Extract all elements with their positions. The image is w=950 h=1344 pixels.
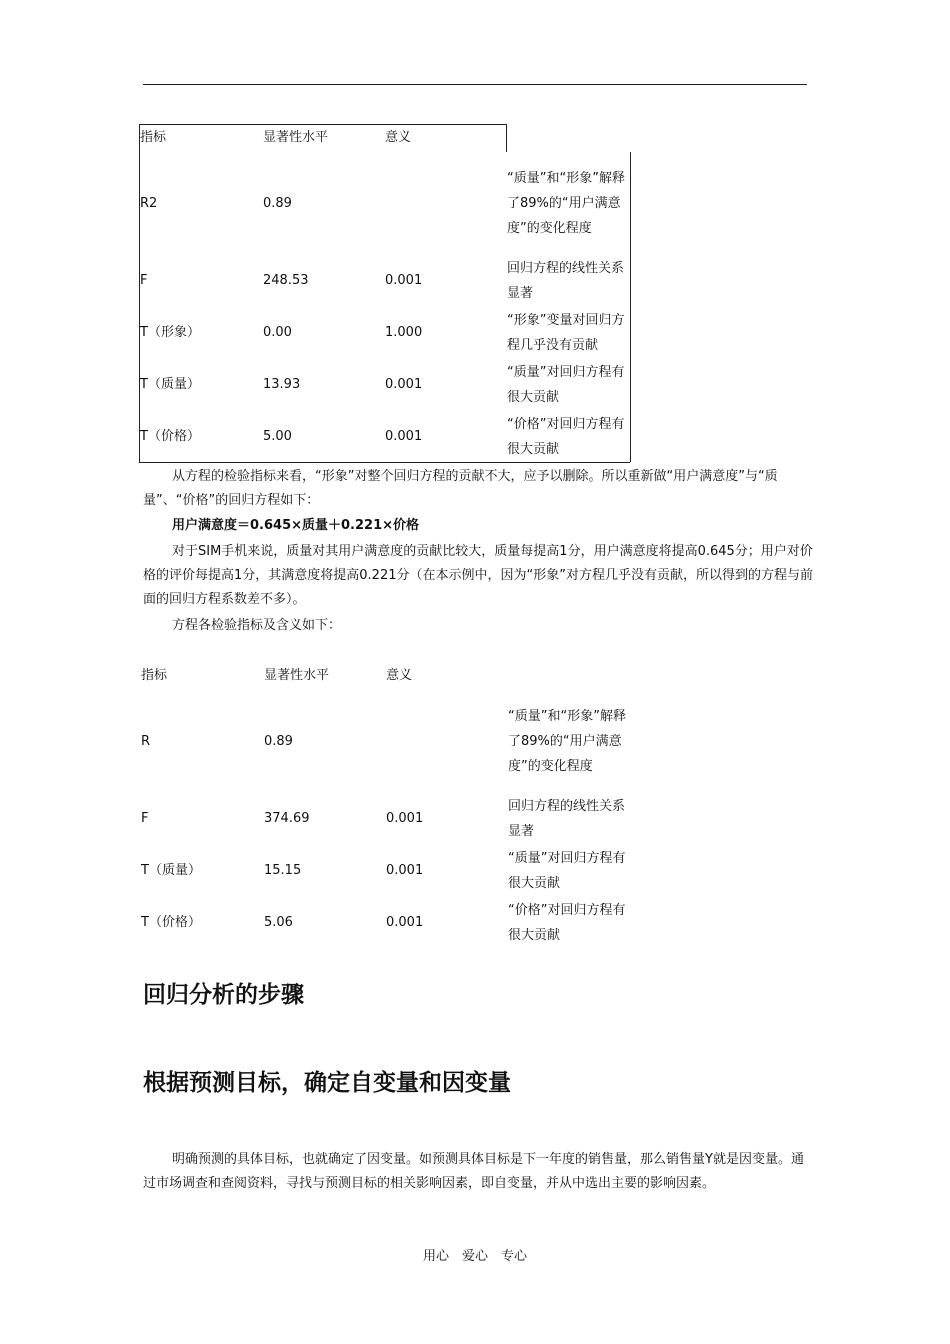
paragraph-define-variables: 明确预测的具体目标，也就确定了因变量。如预测具体目标是下一年度的销售量，那么销售量Y就是因变量。通过市场调查和查阅资料，寻找与预测目标的相关影响因素，即自变量，并从中选出主要的影响因素。 [143,1152,804,1191]
cell-significance: 0.001 [386,915,424,930]
cell-value: 0.00 [263,325,292,340]
cell-meaning: “质量”和“形象”解释了89%的“用户满意度”的变化程度 [507,171,625,236]
cell-value: 0.89 [264,733,293,749]
table-row [141,897,630,949]
section-heading-variables: 根据预测目标，确定自变量和因变量 [143,1070,511,1096]
cell-significance: 0.001 [385,377,423,392]
table1-border-right-body [630,152,631,462]
table-row [140,307,629,359]
cell-meaning: “质量”和“形象”解释了89%的“用户满意度”的变化程度 [508,709,626,774]
table-row [141,690,630,793]
table-row [140,152,629,255]
cell-indicator: T（价格） [141,915,201,930]
table-row [141,793,630,845]
regression-table-2 [141,662,630,949]
header-meaning: 意义 [385,130,412,145]
cell-meaning: 回归方程的线性关系显著 [507,261,625,301]
regression-table-1 [140,124,629,463]
cell-indicator: T（质量） [141,863,201,878]
cell-value: 5.06 [264,915,293,930]
cell-value: 374.69 [264,811,310,826]
cell-value: 0.89 [263,195,292,211]
page-footer: 用心 爱心 专心 [422,1249,527,1264]
cell-indicator: T（形象） [140,325,200,340]
cell-value: 248.53 [263,273,309,288]
cell-meaning: “形象”变量对回归方程几乎没有贡献 [507,313,625,353]
cell-indicator: F [140,273,148,288]
cell-value: 13.93 [263,377,301,392]
cell-indicator: T（价格） [140,429,200,444]
header-meaning: 意义 [386,668,413,683]
header-indicator: 指标 [141,668,168,683]
paragraph-remove-image: 从方程的检验指标来看，“形象”对整个回归方程的贡献不大，应予以删除。所以重新做“用户满意度”与“质量”、“价格”的回归方程如下： [143,469,778,508]
cell-indicator: R2 [140,195,158,211]
cell-meaning: “价格”对回归方程有很大贡献 [507,417,625,457]
cell-indicator: R [141,733,151,749]
header-indicator: 指标 [140,130,167,145]
cell-significance [386,690,508,793]
section-heading-steps: 回归分析的步骤 [143,982,304,1008]
table-row [141,845,630,897]
cell-significance: 0.001 [385,273,423,288]
table-row [140,255,629,307]
header-value: 显著性水平 [264,668,330,683]
cell-value: 5.00 [263,429,292,444]
paragraph-table-intro: 方程各检验指标及含义如下： [172,618,342,633]
header-rule [143,84,807,85]
cell-significance: 0.001 [385,429,423,444]
cell-meaning: “价格”对回归方程有很大贡献 [508,903,626,943]
table-row [140,411,629,463]
cell-significance: 0.001 [386,863,424,878]
cell-indicator: F [141,811,149,826]
regression-equation: 用户满意度＝0.645×质量＋0.221×价格 [172,518,420,533]
header-value: 显著性水平 [263,130,329,145]
cell-significance: 1.000 [385,325,423,340]
cell-meaning: “质量”对回归方程有很大贡献 [507,365,625,405]
table-header-row [141,662,630,690]
cell-meaning: 回归方程的线性关系显著 [508,799,626,839]
paragraph-interpretation: 对于SIM手机来说，质量对其用户满意度的贡献比较大，质量每提高1分，用户满意度将提高0.645分；用户对价格的评价每提高1分，其满意度将提高0.221分（在本示例中，因为“形象”对方程几乎没有贡献，所以得到的方程与前面的回归方程系数差不多）。 [143,544,813,607]
table-row [140,359,629,411]
table-header-row [140,124,629,152]
cell-meaning: “质量”对回归方程有很大贡献 [508,851,626,891]
cell-significance [385,152,507,255]
cell-indicator: T（质量） [140,377,200,392]
cell-significance: 0.001 [386,811,424,826]
cell-value: 15.15 [264,863,302,878]
